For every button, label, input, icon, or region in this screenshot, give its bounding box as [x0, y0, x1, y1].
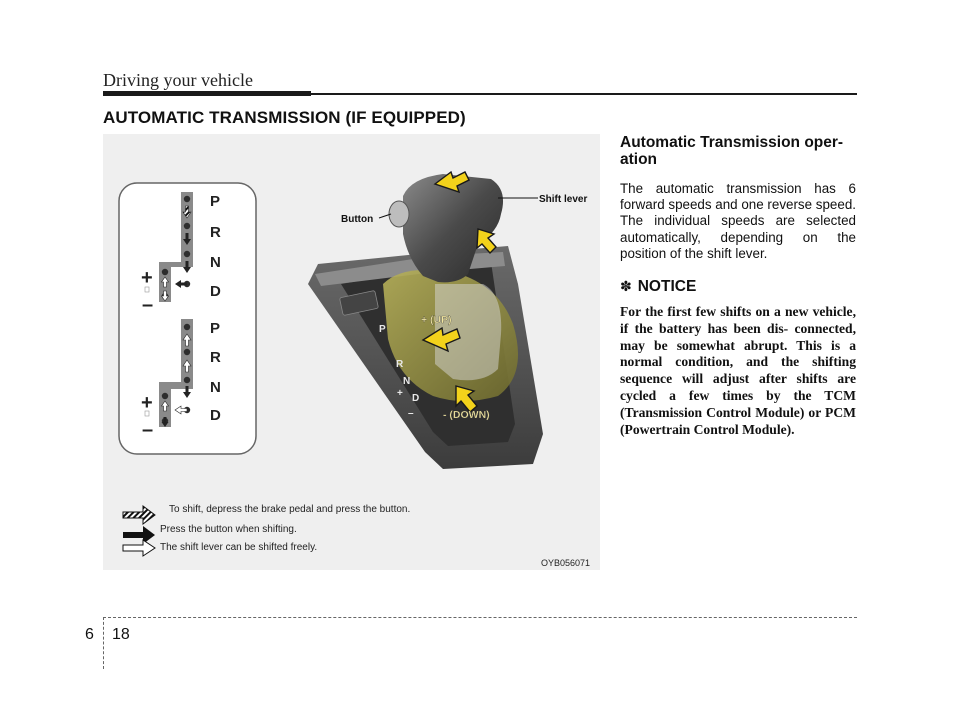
- lower-gate-r: R: [210, 349, 221, 366]
- header-rule-thin: [311, 93, 857, 95]
- notice-icon: ✽: [620, 279, 632, 296]
- console-letter-d: D: [412, 393, 420, 404]
- upper-plus: +: [141, 267, 153, 289]
- upper-minus: –: [142, 294, 154, 316]
- chapter-number: 6: [85, 626, 94, 643]
- shift-knob-ghost: [435, 284, 501, 380]
- lower-plus: +: [141, 392, 153, 414]
- hatched-arrow-icon: [123, 506, 155, 524]
- console-letter-r: R: [396, 359, 404, 370]
- section-title: AUTOMATIC TRANSMISSION (IF EQUIPPED): [103, 108, 466, 127]
- upper-gate-n: N: [210, 254, 221, 271]
- up-label: + (UP): [421, 314, 452, 326]
- figure-code: OYB056071: [540, 558, 590, 568]
- transmission-figure: [103, 134, 600, 570]
- shift-lever-label: Shift lever: [539, 194, 588, 205]
- console-letter-minus: –: [408, 408, 414, 419]
- upper-gate-p: P: [210, 193, 221, 210]
- lower-gate-n: N: [210, 379, 221, 396]
- notice-heading: [620, 278, 856, 296]
- right-column: [620, 134, 856, 438]
- legend-item-hatched: [159, 504, 410, 515]
- console-letter-p: P: [379, 324, 386, 335]
- down-label: - (DOWN): [443, 409, 490, 421]
- lower-gate-d: D: [210, 407, 221, 424]
- upper-gate-r: R: [210, 224, 221, 241]
- footer-rule: [103, 617, 857, 618]
- running-head: Driving your vehicle: [103, 70, 253, 90]
- legend-text-3: The shift lever can be shifted freely.: [160, 542, 318, 553]
- lower-gate-p: P: [210, 320, 221, 337]
- notice-title: NOTICE: [637, 278, 697, 296]
- console-letter-n: N: [403, 376, 411, 387]
- notice-paragraph: For the first few shifts on a new vehicle, if the battery has been dis- connected, may be somewhat abrupt. This is a normal condition, and the shifting sequence will adjust after shifts are cycled a few times by the TCM (Transmission Control Module) or PCM (Powertrain Control Module).: [620, 304, 856, 437]
- upper-gate-d: D: [210, 283, 221, 300]
- console-letter-plus: +: [397, 388, 403, 399]
- legend-text-1: To shift, depress the brake pedal and press the button.: [169, 504, 411, 515]
- button-label: Button: [341, 214, 374, 225]
- header-rule-thick: [103, 91, 311, 96]
- subsection-title: Automatic Transmission oper- ation: [620, 134, 844, 168]
- lower-minus: –: [142, 419, 154, 441]
- footer-divider: [103, 617, 104, 669]
- shift-button: [389, 201, 409, 227]
- legend-item-outline: [150, 542, 317, 553]
- legend-item-solid: [150, 524, 297, 535]
- legend-text-2: Press the button when shifting.: [160, 524, 297, 535]
- body-paragraph: The automatic transmission has 6 forward speeds and one reverse speed. The individual speeds are selected automatically, depending on the position of the shift lever.: [620, 181, 856, 261]
- page-number: 18: [112, 626, 130, 643]
